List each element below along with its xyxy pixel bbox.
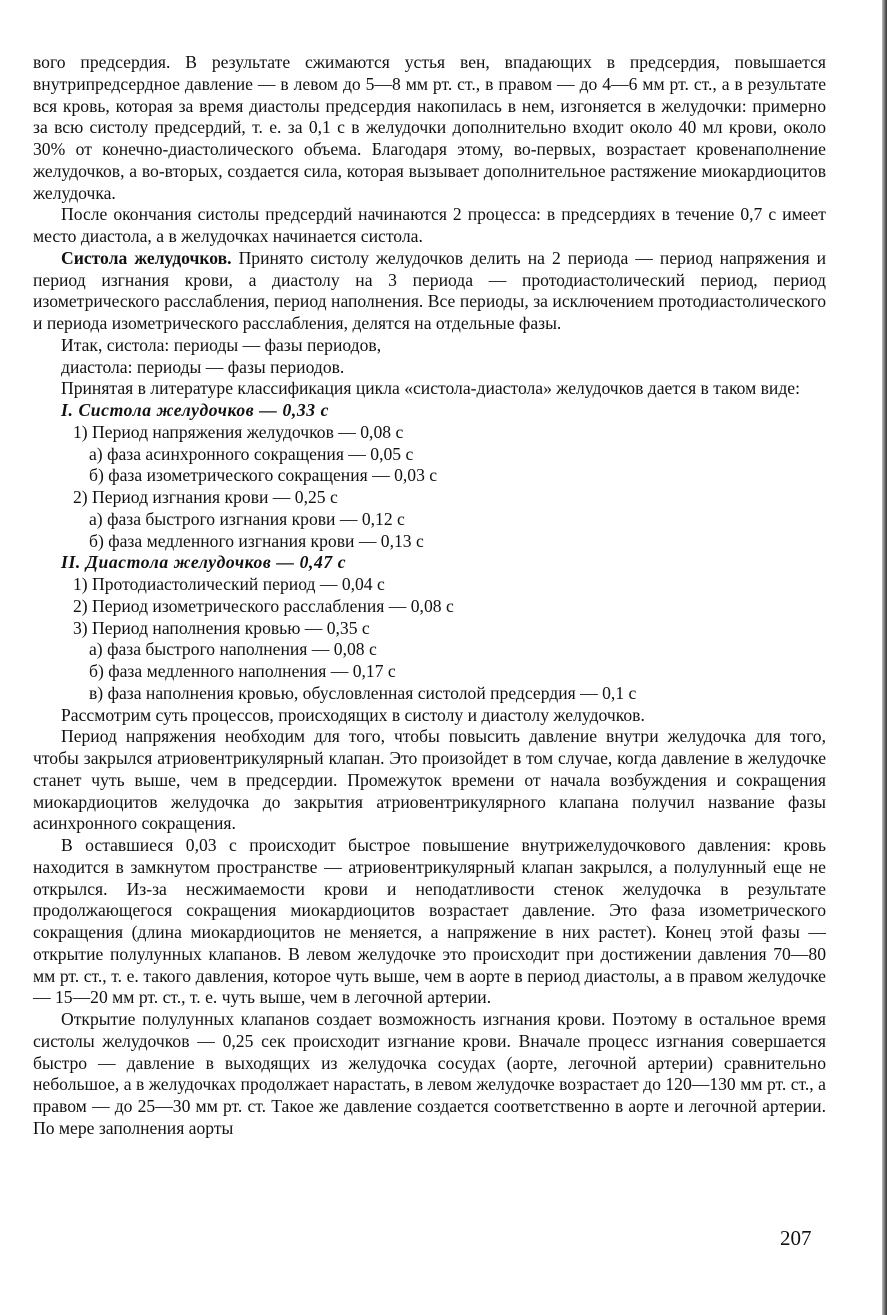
summary-line-systole: Итак, систола: периоды — фазы периодов, <box>61 334 382 355</box>
list-item: а) фаза асинхронного сокращения — 0,05 с <box>89 443 414 464</box>
list-item: 2) Период изометрического расслабления — 0,08 с <box>73 595 454 616</box>
paragraph-continuation: вого предсердия. В результате сжимаются устья вен, впадающих в предсердия, повышается внутрипредсердное давление — в левом до 5—8 мм рт. ст., в правом — до 4—6 мм рт. ст., а в результате вся кровь, которая за время диастолы предсердия накопилась в нем, изгоняется в желудочки: примерно за всю систолу предсердий, т. е. за 0,1 с в желудочки дополнительно входит около 40 мл крови, около 30% от конечно-диастолического объема. Благодаря этому, во-первых, возрастает кровенаполнение желудочков, а во-вторых, создается сила, которая вызывает дополнительное растяжение миокардиоцитов желудочка. <box>33 52 826 203</box>
diastole-heading: II. Диастола желудочков — 0,47 с <box>61 552 347 573</box>
paragraph-atrial-systole-end: После окончания систолы предсердий начинаются 2 процесса: в предсердиях в течение 0,7 с имеет место диастола, а в желудочках начинается систола. <box>33 204 826 246</box>
classification-list <box>33 400 826 705</box>
systole-heading: I. Систола желудочков — 0,33 с <box>61 400 330 420</box>
list-item: 1) Период напряжения желудочков — 0,08 с <box>73 421 404 442</box>
summary-line-diastole: диастола: периоды — фазы периодов. <box>61 356 345 377</box>
list-item: 1) Протодиастолический период — 0,04 с <box>73 574 385 594</box>
list-item: 3) Период наполнения кровью — 0,35 с <box>73 617 370 638</box>
book-spine-edge <box>882 0 887 1315</box>
paragraph-classification-intro: Принятая в литературе классификация цикла «систола-диастола» желудочков дается в таком виде: <box>61 378 800 399</box>
paragraph-text: Принято систолу желудочков делить на 2 периода — период напряжения и период изгнания крови, а диастолу на 3 периода — протодиастолический период, период изометрического расслабления, период наполнения. Все периоды, за исключением протодиастолического и периода изометрического расслабления, делятся на отдельные фазы. <box>33 247 826 333</box>
paragraph-ventricular-systole <box>33 248 826 335</box>
list-item: а) фаза быстрого изгнания крови — 0,12 с <box>89 508 405 529</box>
list-item: 2) Период изгнания крови — 0,25 с <box>73 487 338 507</box>
paragraph-processes-intro: Рассмотрим суть процессов, происходящих в систолу и диастолу желудочков. <box>61 704 645 725</box>
list-item: в) фаза наполнения кровью, обусловленная систолой предсердия — 0,1 с <box>89 682 637 703</box>
list-item: а) фаза быстрого наполнения — 0,08 с <box>89 639 377 660</box>
list-item: б) фаза изометрического сокращения — 0,03 с <box>89 465 438 486</box>
paragraph-isometric-contraction: В оставшиеся 0,03 с происходит быстрое повышение внутрижелудочкового давления: кровь находится в замкнутом пространстве — атриовентрикулярный клапан закрылся, а полулунный еще не открылся. Из-за несжимаемости крови и неподатливости стенок желудочка в результате продолжающегося сокращения миокардиоцитов возрастает давление. Это фаза изометрического сокращения (длина миокардиоцитов не меняется, а напряжение в них растет). Конец этой фазы — открытие полулунных клапанов. В левом желудочке это происходит при достижении давления 70—80 мм рт. ст., т. е. такого давления, которое чуть выше, чем в аорте в период диастолы, а в правом желудочке — 15—20 мм рт. ст., т. е. чуть выше, чем в легочной артерии. <box>33 835 826 1008</box>
page-number: 207 <box>780 1226 812 1250</box>
paragraph-tension-period: Период напряжения необходим для того, чтобы повысить давление внутри желудочка для того, чтобы закрылся атриовентрикулярный клапан. Это произойдет в том случае, когда давление в желудочке станет чуть выше, чем в предсердии. Промежуток времени от начала возбуждения и сокращения миокардиоцитов желудочка до закрытия атриовентрикулярного клапана получил название фазы асинхронного сокращения. <box>33 726 826 834</box>
list-item: б) фаза медленного изгнания крови — 0,13 с <box>89 530 424 551</box>
page-text <box>33 52 826 1140</box>
section-heading: Систола желудочков. <box>61 247 232 268</box>
list-item: б) фаза медленного наполнения — 0,17 с <box>89 661 396 681</box>
paragraph-ejection: Открытие полулунных клапанов создает возможность изгнания крови. Поэтому в остальное время систолы желудочков — 0,25 сек происходит изгнание крови. Вначале процесс изгнания совершается быстро — давление в выходящих из желудочка сосудах (аорте, легочной артерии) сравнительно небольшое, а в желудочках продолжает нарастать, в левом желудочке возрастает до 120—130 мм рт. ст., а правом — до 25—30 мм рт. ст. Такое же давление создается соответственно в аорте и легочной артерии. По мере заполнения аорты <box>33 1009 826 1138</box>
